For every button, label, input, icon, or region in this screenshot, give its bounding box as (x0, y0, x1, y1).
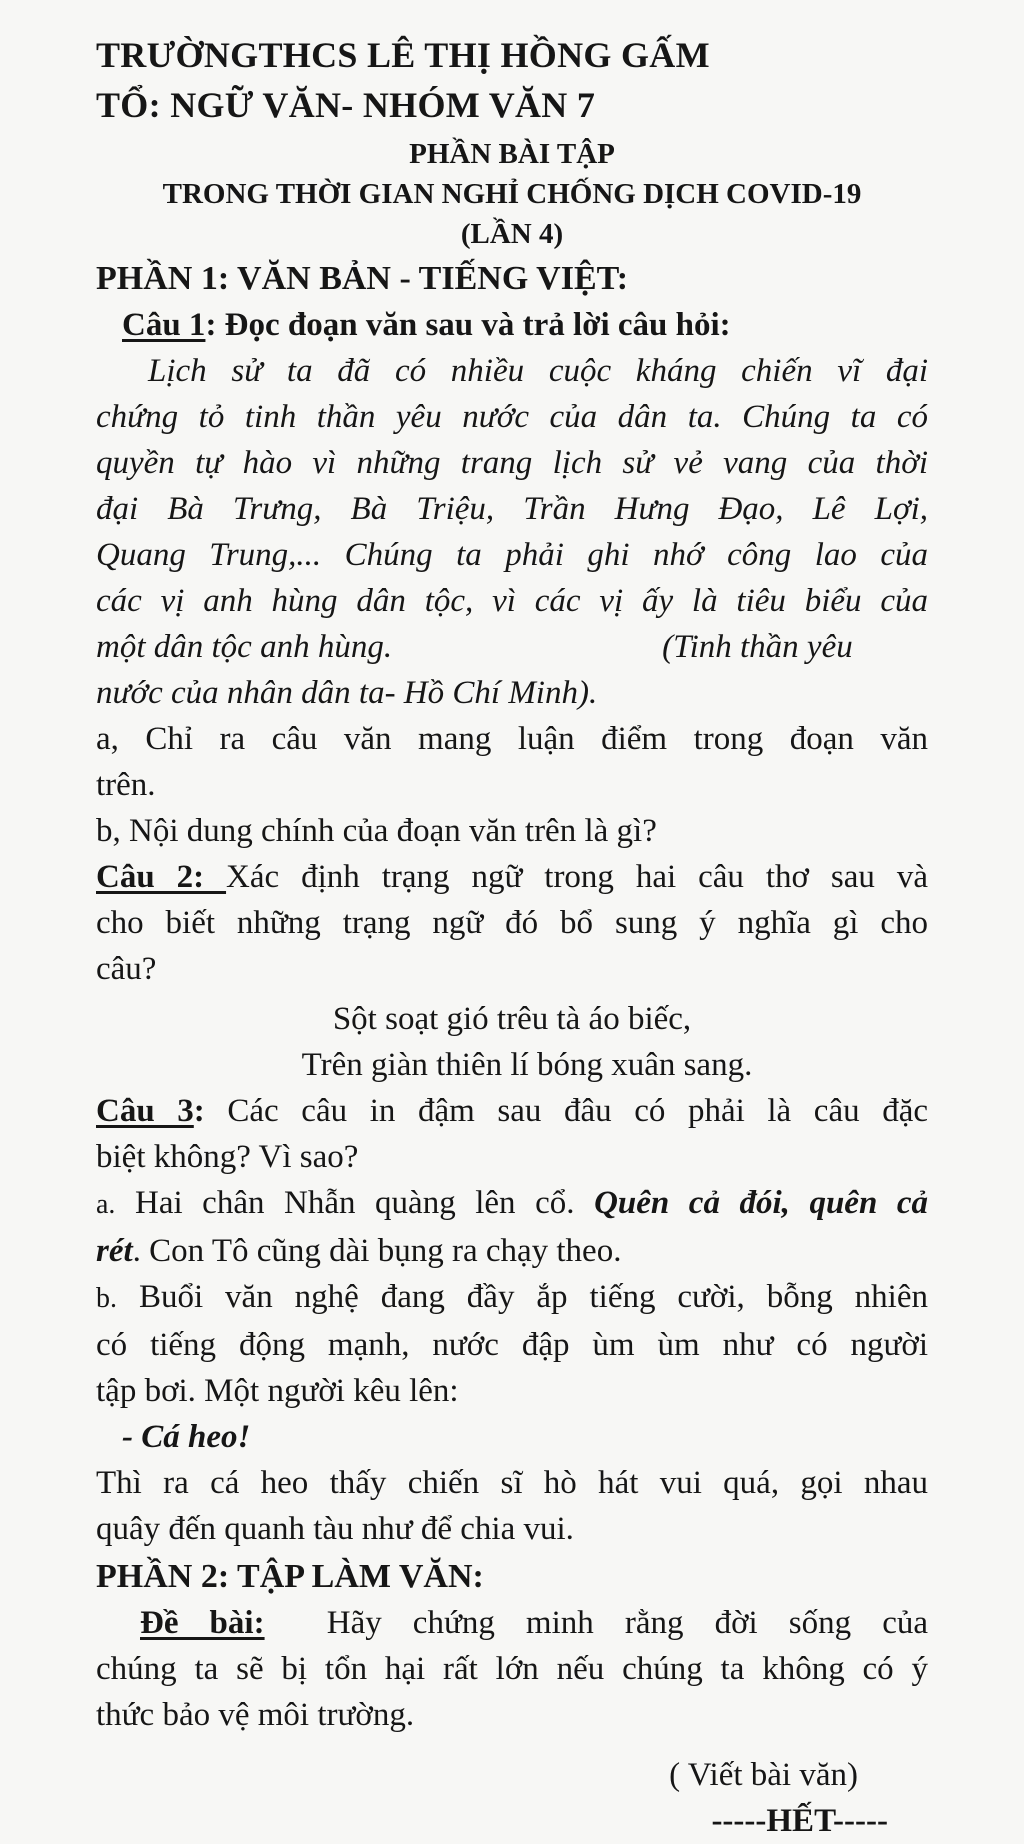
poem-line-2: Trên giàn thiên lí bóng xuân sang. (301, 1047, 753, 1083)
passage-line-6: các vị anh hùng dân tộc, vì các vị ấy là tiêu biểu của (96, 583, 928, 619)
q2-text-2: cho biết những trạng ngữ đó bổ sung ý nghĩa gì cho (96, 905, 928, 941)
q1-label: Câu 1 (122, 307, 206, 343)
q2-text-1: Xác định trạng ngữ trong hai câu thơ sau và (226, 859, 928, 895)
passage-line-5: Quang Trung,... Chúng ta phải ghi nhớ công lao của (96, 537, 928, 573)
q1-passage (96, 348, 928, 716)
q3-a-bold-1: Quên cả đói, quên cả (594, 1185, 929, 1221)
q3-text-2: biệt không? Vì sao? (96, 1139, 359, 1175)
part2-label: Đề bài: (140, 1605, 265, 1641)
q3-b-text-3: tập bơi. Một người kêu lên: (96, 1373, 459, 1409)
passage-line-4: đại Bà Trưng, Bà Triệu, Trần Hưng Đạo, Lê Lợi, (96, 491, 928, 527)
round-label: (LẦN 4) (460, 218, 564, 250)
q3-b-text-5: quây đến quanh tàu như để chia vui. (96, 1511, 574, 1547)
part1-title: PHẦN 1: VĂN BẢN - TIẾNG VIỆT: (96, 260, 629, 297)
poem-line-1: Sột soạt gió trêu tà áo biếc, (332, 1001, 692, 1037)
passage-last: một dân tộc anh hùng. (96, 629, 393, 665)
q3-line-1: Câu 3: Các câu in đậm sau đâu có phải là câu đặc (96, 1093, 928, 1129)
q3-a-bold-2: rét (96, 1233, 133, 1269)
q3-a-line-2 (96, 1228, 928, 1274)
q1-heading (96, 302, 928, 348)
essay-note: ( Viết bài văn) (669, 1757, 858, 1793)
school-name: TRƯỜNGTHCS LÊ THỊ HỒNG GẤM (96, 35, 710, 75)
q3-b-shout: - Cá heo! (122, 1419, 251, 1455)
section-title: PHẦN BÀI TẬP (409, 138, 615, 170)
subtitle: TRONG THỜI GIAN NGHỈ CHỐNG DỊCH COVID-19 (162, 178, 862, 210)
end-mark: -----HẾT----- (711, 1803, 888, 1839)
part2-text-3: thức bảo vệ môi trường. (96, 1697, 415, 1733)
q3-a-text: Hai chân Nhẫn quàng lên cổ. (115, 1185, 595, 1221)
q3-b-text-4: Thì ra cá heo thấy chiến sĩ hò hát vui quá, gọi nhau (96, 1465, 928, 1501)
q2-line-1 (96, 854, 928, 900)
q1-question-a-2: trên. (96, 767, 156, 803)
q2-label: Câu 2: (96, 859, 227, 895)
part2-line-1 (96, 1600, 928, 1646)
passage-line-2: chứng tỏ tinh thần yêu nước của dân ta. Chúng ta có (96, 399, 928, 435)
passage-line-3: quyền tự hào vì những trang lịch sử vẻ vang của thời (96, 445, 928, 481)
part2-text-1: Hãy chứng minh rằng đời sống của (326, 1605, 928, 1641)
passage-line-7 (96, 624, 928, 670)
passage-source-b: nước của nhân dân ta- Hồ Chí Minh). (96, 675, 598, 711)
q3-a-marker: a. (96, 1189, 116, 1220)
q1-prompt: : Đọc đoạn văn sau và trả lời câu hỏi: (205, 307, 731, 343)
q3-label: Câu 3 (96, 1093, 194, 1129)
group-name: TỔ: NGỮ VĂN- NHÓM VĂN 7 (96, 85, 596, 125)
passage-source-a: (Tinh thần yêu (662, 629, 853, 665)
q3-a-line-1 (96, 1180, 928, 1228)
q1-question-b: b, Nội dung chính của đoạn văn trên là gì? (96, 813, 657, 849)
q1-question-a-1: a, Chỉ ra câu văn mang luận điểm trong đoạn văn (96, 721, 928, 757)
part2-text-2: chúng ta sẽ bị tổn hại rất lớn nếu chúng ta không có ý (96, 1651, 928, 1687)
part2-title: PHẦN 2: TẬP LÀM VĂN: (96, 1558, 484, 1595)
q3-b-line-1 (96, 1274, 928, 1322)
q3-b-text-1: Buổi văn nghệ đang đầy ắp tiếng cười, bỗng nhiên (117, 1279, 928, 1315)
q2-text-3: câu? (96, 951, 157, 987)
passage-line-1: Lịch sử ta đã có nhiều cuộc kháng chiến vĩ đại (148, 353, 928, 389)
q3-a-rest: . Con Tô cũng dài bụng ra chạy theo. (132, 1233, 622, 1269)
q3-text-1: Các câu in đậm sau đâu có phải là câu đặc (204, 1093, 928, 1129)
q3-b-text-2: có tiếng động mạnh, nước đập ùm ùm như có người (96, 1327, 928, 1363)
q3-b-marker: b. (96, 1283, 117, 1314)
